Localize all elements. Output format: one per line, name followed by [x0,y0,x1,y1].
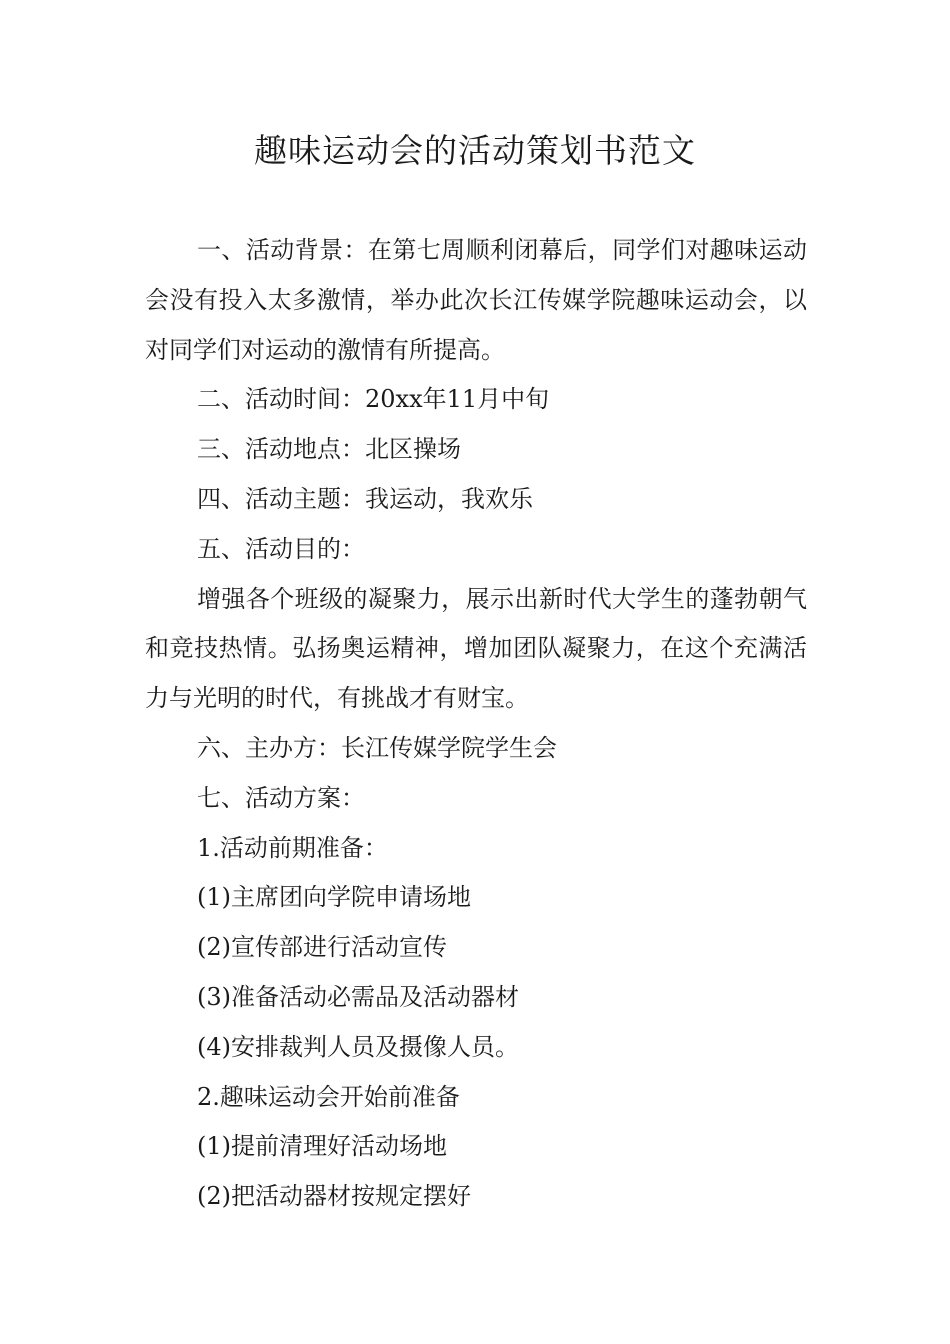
paragraph-organizer: 六、主办方：长江传媒学院学生会 [197,733,557,762]
list-item: (1)主席团向学院申请场地 [197,883,471,912]
paragraph-location: 三、活动地点：北区操场 [197,435,461,464]
list-item: (4)安排裁判人员及摄像人员。 [197,1032,519,1061]
paragraph-purpose: 增强各个班级的凝聚力，展示出新时代大学生的蓬勃朝气和竞技热情。弘扬奥运精神，增加团队凝聚力，在这个充满活力与光明的时代，有挑战才有财宝。 [145,584,807,713]
list-item: (1)提前清理好活动场地 [197,1132,447,1161]
paragraph-plan-heading: 七、活动方案： [197,783,365,812]
paragraph-before-start-preparation: 2.趣味运动会开始前准备 [197,1082,460,1111]
paragraph-background: 一、活动背景：在第七周顺利闭幕后，同学们对趣味运动会没有投入太多激情，举办此次长江传媒学院趣味运动会，以对同学们对运动的激情有所提高。 [145,236,807,364]
document-title: 趣味运动会的活动策划书范文 [254,131,696,170]
document-body [145,226,807,1222]
list-item: (2)宣传部进行活动宣传 [197,933,447,962]
paragraph-purpose-heading: 五、活动目的： [197,534,365,563]
list-item: (2)把活动器材按规定摆好 [197,1182,471,1211]
paragraph-pre-preparation: 1.活动前期准备： [197,833,388,862]
list-item: (3)准备活动必需品及活动器材 [197,982,519,1011]
paragraph-theme: 四、活动主题：我运动，我欢乐 [197,484,533,513]
paragraph-time: 二、活动时间：20xx年11月中旬 [197,385,550,414]
